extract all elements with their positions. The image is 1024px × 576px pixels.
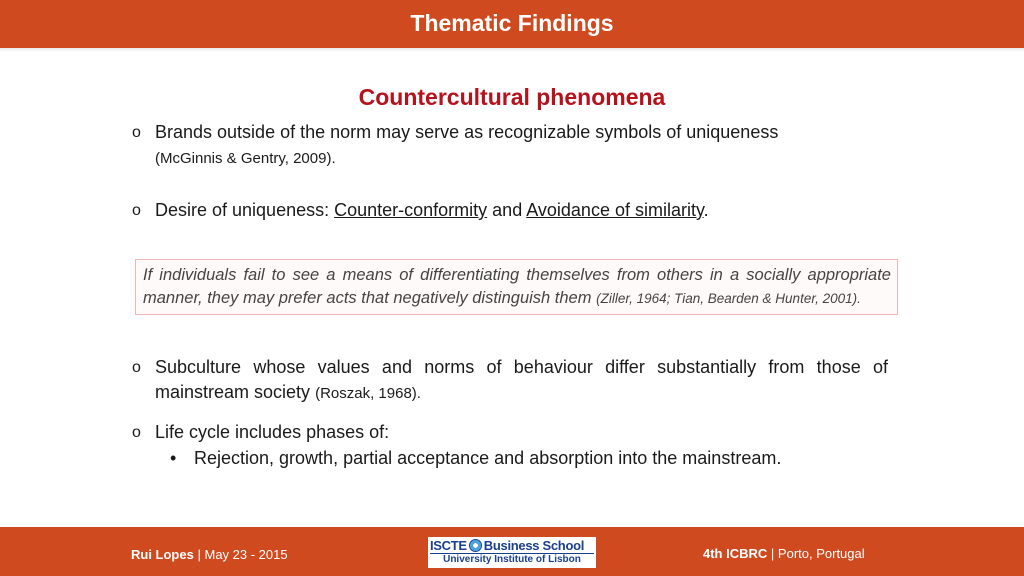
footer-author-date — [131, 547, 288, 562]
logo-iscte-text: ISCTE — [430, 538, 467, 553]
bullet-marker: o — [132, 124, 141, 141]
section-title: Countercultural phenomena — [358, 84, 666, 110]
footer-separator: | — [770, 546, 775, 561]
footer-location: Porto, Portugal — [777, 546, 865, 561]
bullet-desire-of-uniqueness — [132, 198, 888, 223]
bullet-text — [155, 198, 888, 223]
footer-author: Rui Lopes — [131, 547, 194, 562]
bullet-body: Brands outside of the norm may serve as recognizable symbols of uniqueness — [155, 122, 779, 142]
logo-university-text: University Institute of Lisbon — [443, 554, 581, 565]
sub-bullet-marker: • — [170, 448, 177, 468]
logo-globe-icon — [469, 539, 482, 552]
bullet-marker: o — [132, 359, 141, 376]
bullet-citation: (Roszak, 1968). — [315, 385, 421, 402]
term-counter-conformity: Counter-conformity — [334, 200, 488, 220]
iscte-logo — [428, 537, 596, 568]
sub-bullet-phases — [170, 446, 781, 471]
bullet-subculture — [132, 355, 888, 406]
footer-separator: | — [197, 547, 201, 562]
footer-conference-name: 4th ICBRC — [703, 546, 768, 561]
header-shadow — [0, 48, 1024, 52]
term-avoidance-of-similarity: Avoidance of similarity — [526, 200, 704, 220]
logo-business-school-text: Business School — [483, 538, 585, 553]
slide-title: Thematic Findings — [410, 10, 614, 36]
sub-bullet-text: Rejection, growth, partial acceptance and absorption into the mainstream. — [194, 448, 782, 468]
bullet-citation: (McGinnis & Gentry, 2009). — [155, 150, 336, 167]
bullet-brands-outside-norm — [132, 120, 888, 171]
header-bar — [0, 0, 1024, 48]
quote-text: If individuals fail to see a means of differentiating themselves from others in a socially appropriate manner, they may prefer acts that negatively distinguish them — [143, 266, 891, 307]
bullet-life-cycle — [132, 420, 888, 445]
bullet-joiner: and — [487, 200, 527, 220]
bullet-text — [155, 420, 888, 445]
quote-citation: (Ziller, 1964; Tian, Bearden & Hunter, 2001). — [596, 291, 861, 306]
bullet-marker: o — [132, 424, 141, 441]
bullet-prefix: Desire of uniqueness: — [155, 200, 335, 220]
quote-box — [135, 259, 898, 315]
bullet-suffix: . — [703, 200, 709, 220]
footer-date: May 23 - 2015 — [204, 547, 288, 562]
logo-top-line — [430, 538, 584, 553]
bullet-body: Subculture whose values and norms of behaviour differ substantially from those of mainstream society — [155, 357, 888, 402]
bullet-marker: o — [132, 202, 141, 219]
bullet-text — [155, 355, 888, 406]
footer-conference — [703, 546, 865, 561]
footer-bar — [0, 527, 1024, 576]
bullet-body: Life cycle includes phases of: — [155, 422, 390, 442]
bullet-text — [155, 120, 888, 171]
